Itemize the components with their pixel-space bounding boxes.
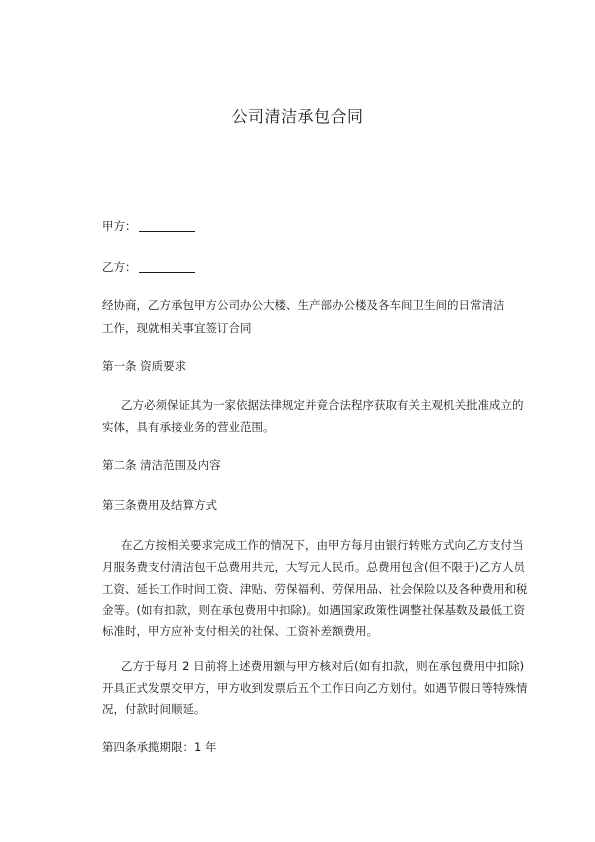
article1-text-line-1: 乙方必须保证其为一家依据法律规定并竟合法程序获取有关主观机关批准成立的 — [121, 398, 524, 412]
article3-p1-line-5: 标准时，甲方应补支付相关的社保、工资补差额费用。 — [102, 624, 378, 638]
document-title: 公司清洁承包合同 — [231, 107, 364, 126]
intro-line-2: 工作，现就相关事宜签订合同 — [102, 321, 252, 335]
article3-p2-line-2: 开具正式发票交甲方，甲方收到发票后五个工作日向乙方划付。如遇节假日等特殊情 — [102, 681, 528, 695]
article3-p2-line-3: 况，付款时间顺延。 — [102, 702, 206, 716]
party-a-line — [102, 218, 195, 234]
article3-p1-line-2: 月服务费支付清洁包干总费用共元，大写元人民币。总费用包含(但不限于)乙方人员 — [102, 560, 525, 574]
article1-text-line-2: 实体，具有承接业务的营业范围。 — [102, 420, 275, 434]
article3-p1-line-3: 工资、延长工作时间工资、津贴、劳保福利、劳保用品、社会保险以及各种费用和税 — [102, 582, 528, 596]
article3-p1-line-1: 在乙方按相关要求完成工作的情况下，由甲方每月由银行转账方式向乙方支付当 — [121, 538, 524, 552]
article3-heading: 第三条费用及结算方式 — [102, 498, 217, 512]
party-b-label: 乙方： — [102, 260, 137, 274]
party-a-blank — [139, 220, 195, 232]
article4-heading: 第四条承揽期限：1 年 — [102, 740, 217, 754]
article1-heading: 第一条 资质要求 — [102, 359, 187, 373]
party-a-label: 甲方： — [102, 219, 137, 233]
party-b-blank — [139, 261, 195, 273]
article2-heading: 第二条 清洁范围及内容 — [102, 458, 221, 472]
party-b-line — [102, 259, 195, 275]
intro-line-1: 经协商，乙方承包甲方公司办公大楼、生产部办公楼及各车间卫生间的日常清洁 — [102, 298, 505, 312]
article3-p1-line-4: 金等。(如有扣款，则在承包费用中扣除)。如遇国家政策性调整社保基数及最低工资 — [102, 603, 525, 617]
article3-p2-line-1: 乙方于每月 2 日前将上述费用额与甲方核对后(如有扣款，则在承包费用中扣除) — [121, 659, 525, 673]
